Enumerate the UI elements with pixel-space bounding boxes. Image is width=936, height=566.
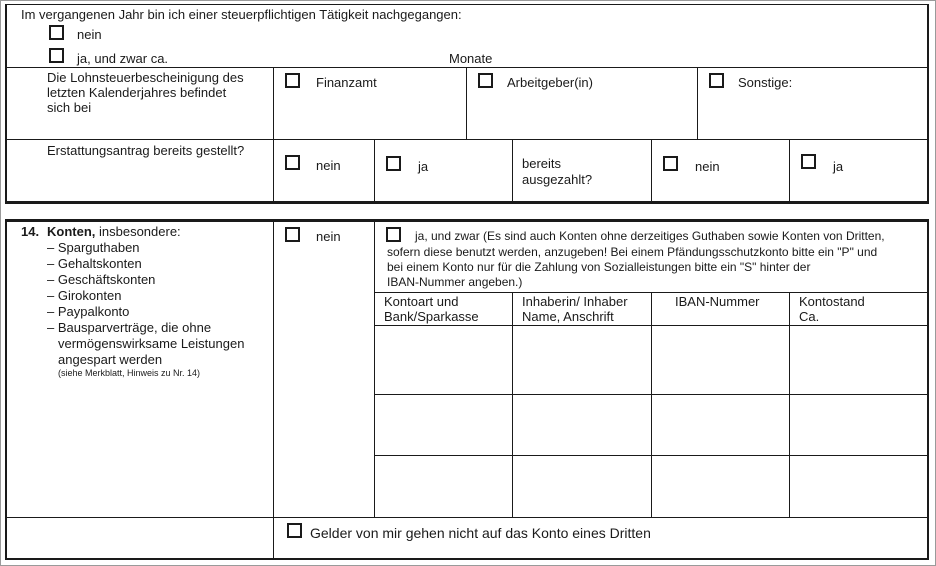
refund-no-label: nein: [316, 158, 341, 173]
accounts-yes-text-line-3: bei einem Konto nur für die Zahlung von Sozialleistungen bitte ein "S" hinter der: [387, 260, 811, 274]
accounts-no-checkbox[interactable]: [285, 227, 300, 242]
col-header-balance-1: Kontostand: [799, 294, 865, 309]
refund-no-checkbox[interactable]: [285, 155, 300, 170]
refund-question: Erstattungsantrag bereits gestellt?: [47, 143, 245, 158]
col-header-account-type-1: Kontoart und: [384, 294, 459, 309]
table-cell-account-type[interactable]: [375, 395, 512, 455]
table-cell-account-type[interactable]: [375, 456, 512, 517]
list-item: – Gehaltskonten: [47, 256, 142, 271]
other-location-checkbox[interactable]: [709, 73, 724, 88]
table-cell-holder[interactable]: [513, 326, 651, 394]
table-cell-holder[interactable]: [513, 395, 651, 455]
table-cell-balance[interactable]: [790, 395, 927, 455]
tax-office-label: Finanzamt: [316, 75, 377, 90]
tax-cert-question-line-2: letzten Kalenderjahres befindet: [47, 85, 227, 100]
list-item: – Sparguthaben: [47, 240, 140, 255]
accounts-no-label: nein: [316, 229, 341, 244]
paid-yes-label: ja: [833, 159, 844, 174]
paid-no-label: nein: [695, 159, 720, 174]
employment-yes-label: ja, und zwar ca.: [77, 51, 169, 66]
section-14-note: (siehe Merkblatt, Hinweis zu Nr. 14): [58, 368, 201, 378]
col-header-account-type-2: Bank/Sparkasse: [384, 309, 479, 324]
table-cell-balance[interactable]: [790, 456, 927, 517]
paid-question-line-2: ausgezahlt?: [522, 172, 593, 187]
table-cell-iban[interactable]: [652, 456, 789, 517]
employer-label: Arbeitgeber(in): [507, 75, 593, 90]
list-item: – Paypalkonto: [47, 304, 130, 319]
paid-question-line-1: bereits: [522, 156, 562, 171]
accounts-yes-checkbox[interactable]: [386, 227, 401, 242]
other-location-label: Sonstige:: [738, 75, 793, 90]
tax-office-checkbox[interactable]: [285, 73, 300, 88]
accounts-yes-text-line-2: sofern diese benutzt werden, anzugeben! Bei einem Pfändungsschutzkonto bitte ein "P" und: [387, 245, 878, 259]
col-header-holder-2: Name, Anschrift: [522, 309, 614, 324]
employment-question: Im vergangenen Jahr bin ich einer steuerpflichtigen Tätigkeit nachgegangen:: [21, 7, 462, 22]
list-item: – Geschäftskonten: [47, 272, 156, 287]
col-header-balance-2: Ca.: [799, 309, 820, 324]
accounts-yes-text-line-1: ja, und zwar (Es sind auch Konten ohne derzeitiges Guthaben sowie Konten von Dritten,: [415, 229, 885, 243]
col-header-iban: IBAN-Nummer: [675, 294, 760, 309]
accounts-yes-text-line-4: IBAN-Nummer angeben.): [387, 275, 523, 289]
list-item: – Bausparverträge, die ohne: [47, 320, 212, 335]
third-party-label: Gelder von mir gehen nicht auf das Konto eines Dritten: [310, 525, 651, 541]
employment-yes-checkbox[interactable]: [49, 48, 64, 63]
tax-cert-question-line-3: sich bei: [47, 100, 92, 115]
tax-cert-question-line-1: Die Lohnsteuerbescheinigung des: [47, 70, 244, 85]
table-cell-iban[interactable]: [652, 326, 789, 394]
refund-yes-label: ja: [418, 159, 429, 174]
table-cell-balance[interactable]: [790, 326, 927, 394]
months-label: Monate: [449, 51, 493, 66]
table-cell-holder[interactable]: [513, 456, 651, 517]
employment-no-label: nein: [77, 27, 102, 42]
list-item: angespart werden: [58, 352, 163, 367]
third-party-checkbox[interactable]: [287, 523, 302, 538]
section-14-title-rest: insbesondere:: [95, 224, 181, 239]
table-cell-account-type[interactable]: [375, 326, 512, 394]
paid-no-checkbox[interactable]: [663, 156, 678, 171]
employment-no-checkbox[interactable]: [49, 25, 64, 40]
employer-checkbox[interactable]: [478, 73, 493, 88]
section-14-title-bold: Konten,: [47, 224, 96, 239]
col-header-holder-1: Inhaberin/ Inhaber: [522, 294, 628, 309]
list-item: – Girokonten: [47, 288, 122, 303]
paid-yes-checkbox[interactable]: [801, 154, 816, 169]
table-cell-iban[interactable]: [652, 395, 789, 455]
list-item: vermögenswirksame Leistungen: [58, 336, 245, 351]
section-14-number: 14.: [21, 224, 40, 239]
section-14-title: [47, 224, 181, 240]
refund-yes-checkbox[interactable]: [386, 156, 401, 171]
